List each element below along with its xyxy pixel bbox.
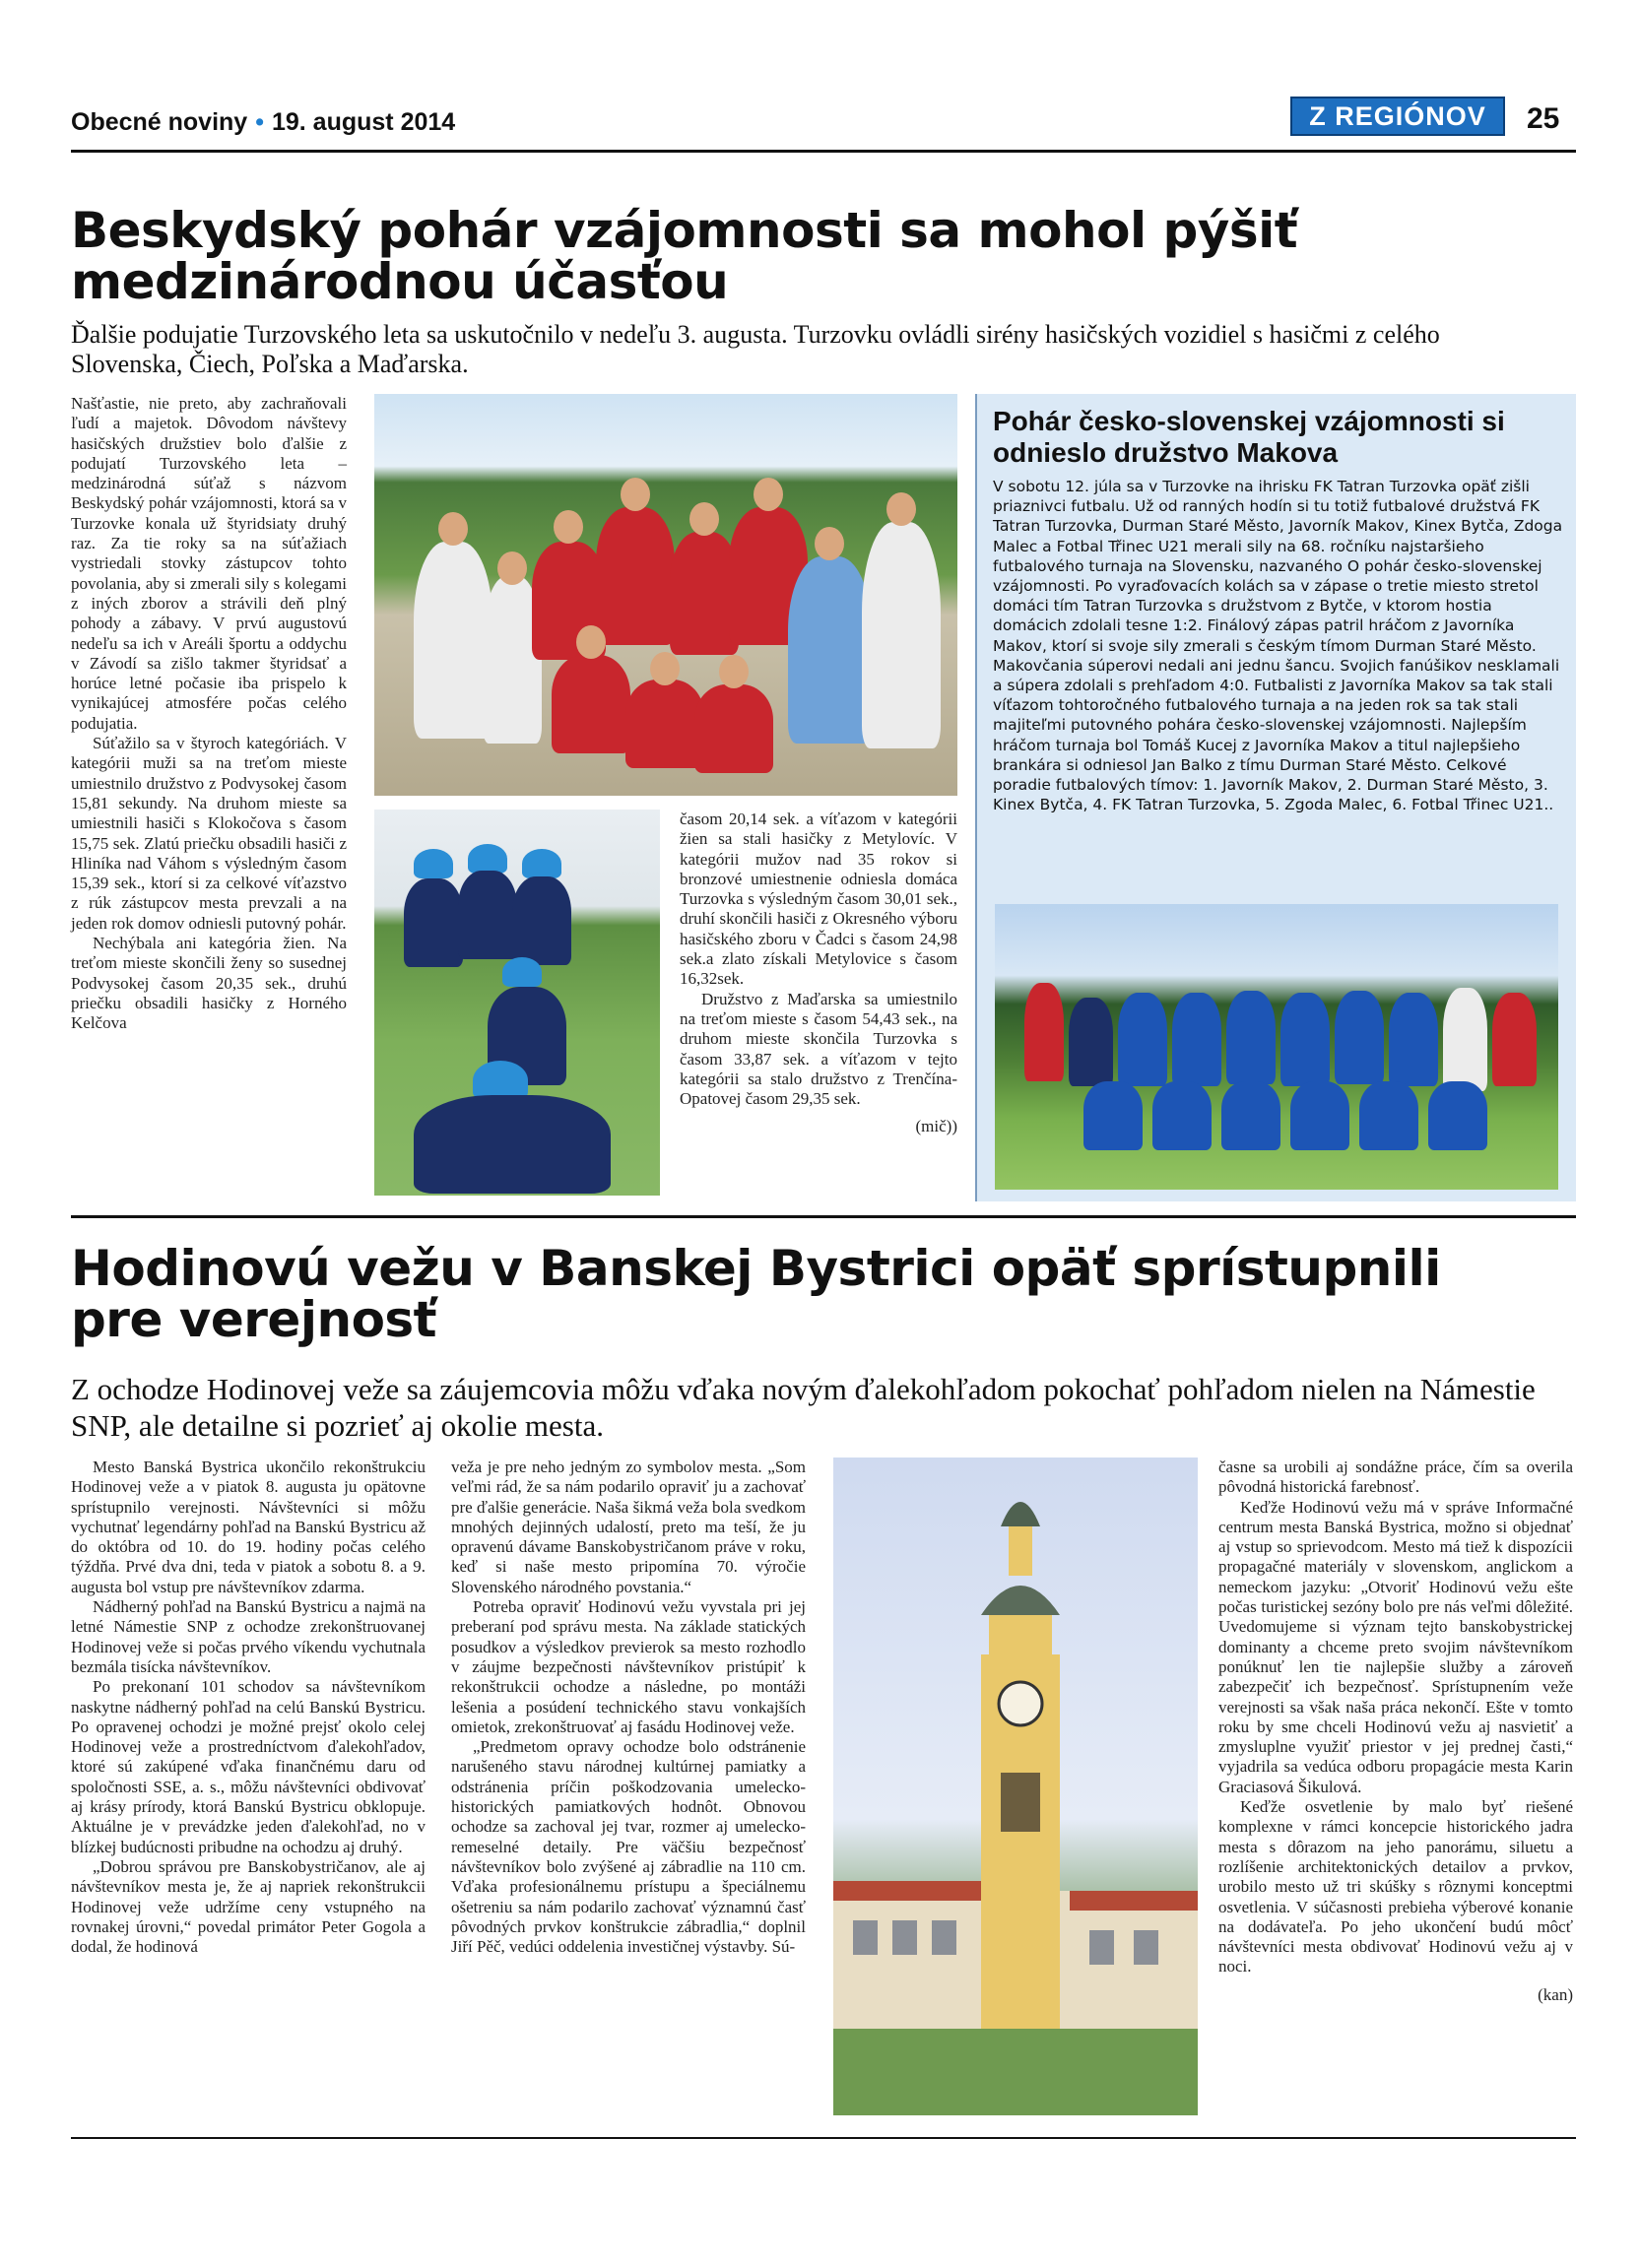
footer-rule (71, 2137, 1576, 2139)
firefighters-group-photo (374, 394, 957, 796)
article1-column-1 (71, 394, 347, 1034)
sidebar-body: V sobotu 12. júla sa v Turzovke na ihrisku FK Tatran Turzovka opäť zišli priaznivci futbalu. Už od ranných hodín si tu totiž futbalové družstvá FK Tatran Turzovka, Durman Staré Město, Javorník Makov, Kinex Bytča, Zdoga Malec a Fotbal Třinec U21 merali sily na 68. ročníku najstaršieho futbalového turnaja na Slovensku, nazvaného O pohár česko-slovenskej vzájomnosti. Po vyraďovacích kolách sa v zápase o tretie miesto stretol domáci tím Tatran Turzovka s družstvom z Bytče, v ktorom hostia domácich zdolali tesne 1:2. Finálový zápas patril hráčom z Javorníka Makov, ktorí si svoje sily zmerali s českým tímom Durman Staré Město. Makovčania súperovi nedali ani jednu šancu. Svojich fanúšikov nesklamali a súpera zdolali s prehľadom 4:0. Futbalisti z Javorníka Makov sa tak stali víťazom tohtoročného futbalového turnaja a na jeden rok sa tak stali majiteľmi putovného pohára česko-slovenskej vzájomnosti. Najlepším hráčom turnaja bol Tomáš Kucej z Javorníka Makov a titul najlepšieho brankára si odniesol Jan Balko z tímu Durman Staré Město. Celkové poradie futbalových tímov: 1. Javorník Makov, 2. Durman Staré Město, 3. Kinex Bytča, 4. FK Tatran Turzovka, 5. Zgoda Malec, 6. Fotbal Třinec U21.. (993, 478, 1563, 814)
article2-headline: Hodinovú vežu v Banskej Bystrici opäť sprístupnili pre verejnosť (71, 1240, 1441, 1348)
masthead (71, 108, 455, 137)
paragraph: Nádherný pohľad na Banskú Bystricu a najmä na letné Námestie SNP z ochodze zrekonštruovanej Hodinovej veže si počas prvého víkendu vychutnala bezmála tisícka návštevníkov. (71, 1597, 426, 1676)
article2-column-1 (71, 1458, 426, 1957)
article2-column-2 (451, 1458, 806, 1957)
paragraph: Nechýbala ani kategória žien. Na treťom mieste skončili ženy so susednej Podvysokej časom 20,35 sek., druhú priečku obsadili hasičky z Horného Kelčova (71, 934, 347, 1033)
article1-lead: Ďalšie podujatie Turzovského leta sa uskutočnilo v nedeľu 3. augusta. Turzovku ovládli sirény hasičských vozidiel s hasičmi z celého Slovenska, Čiech, Poľska a Maďarska. (71, 320, 1440, 378)
paragraph: Našťastie, nie preto, aby zachraňovali ľudí a majetok. Dôvodom návštevy hasičských družstiev bolo ďalšie z podujatí Turzovského leta – medzinárodná súťaž s názvom Beskydský pohár vzájomnosti, ktorá sa v Turzovke konala už štyridsiaty druhý raz. Za tie roky sa na súťažiach vystriedali stovky zástupcov tohto povolania, aby si zmerali sily s kolegami z iných zborov a strávili deň plný pohody a zábavy. V prvú augustovú nedeľu sa ich v Areáli športu a oddychu v Závodí sa zišlo takmer štyridsať a horúce letné počasie iba prispelo k vynikajúcej atmosfére počas celého podujatia. (71, 394, 347, 733)
author-signature: (mič)) (915, 1117, 957, 1136)
paragraph: „Predmetom opravy ochodze bolo odstránenie narušeného stavu národnej kultúrnej pamiatky a odstránenia príčin poškodzovania umelecko-historických pamiatkových hodnôt. Obnovou ochodze sa zachoval jej tvar, rozmer aj umelecko-remeselné detaily. Pre väčšiu bezpečnosť návštevníkov bolo zvýšené aj zábradlie na 110 cm. Vďaka profesionálnemu prístupu a špeciálnemu ošetreniu sa nám podarilo zachovať významnú časť pôvodných prvkov konštrukcie zábradlia,“ doplnil Jiří Pěč, vedúci oddelenia investičnej výstavby. Sú- (451, 1737, 806, 1957)
paragraph: Súťažilo sa v štyroch kategóriách. V kategórii muži sa na treťom mieste umiestnilo družstvo z Podvysokej časom 15,81 sekundy. Na druhom mieste sa umiestnili hasiči s Klokočova s časom 15,75 sek. Zlatú priečku obsadili hasiči z Hliníka nad Váhom s výsledným časom 15,39 sek., ktorí si za celkové víťazstvo z rúk zástupcov mesta prevzali a na jeden rok domov odniesli putovný pohár. (71, 734, 347, 933)
paragraph: veža je pre neho jedným zo symbolov mesta. „Som veľmi rád, že sa nám podarilo opraviť ju a zachovať pre ďalšie generácie. Naša šikmá veža bola svedkom mnohých dejinných udalostí, preto ma teší, že ju opravenú dávame Banskobystričanom práve v roku, keď si naše mesto pripomína 70. výročie Slovenského národného povstania.“ (451, 1458, 806, 1596)
issue-date: 19. august 2014 (271, 108, 456, 136)
author-signature: (kan) (1538, 1984, 1573, 2004)
football-team-photo (995, 904, 1558, 1190)
paragraph: „Dobrou správou pre Banskobystričanov, ale aj návštevníkov mesta je, že aj napriek rekonštrukcii Hodinovej veže udržíme ceny vstupného na rovnakej úrovni,“ povedal primátor Peter Gogola a dodal, že hodinová (71, 1856, 426, 1957)
separator-dot: • (255, 108, 264, 136)
article2-column-3 (1218, 1458, 1573, 2005)
sidebar-headline: Pohár česko-slovenskej vzájomnosti si odnieslo družstvo Makova (993, 406, 1505, 468)
clock-tower-illustration (833, 1458, 1198, 2115)
publication-name: Obecné noviny (71, 108, 248, 136)
article1-headline: Beskydský pohár vzájomnosti sa mohol pýšiť medzinárodnou účasťou (71, 202, 1298, 310)
paragraph: Keďže Hodinovú vežu má v správe Informačné centrum mesta Banská Bystrica, možno si objednať aj vstup so sprievodcom. Mesto má tiež k dispozícii propagačné materiály v slovenskom, anglickom a nemeckom jazyku: „Otvoriť Hodinovú vežu ešte počas turistickej sezóny bolo pre nás veľmi dôležité. Uvedomujeme si význam tejto banskobystrickej dominanty a chceme preto svojim návštevníkom ponúknuť len tie najlepšie služby a zároveň zabezpečiť ich bezpečnosť. Sprístupnením veže verejnosti sa však naša práca nekončí. Ešte v tomto roku by sme chceli Hodinovú vežu aj nasvietiť a zmysluplne využiť priestor v jej prednej časti,“ vyjadrila sa vedúca odboru propagácie mesta Karin Graciasová Šikulová. (1218, 1497, 1573, 1796)
paragraph: časom 20,14 sek. a víťazom v kategórii žien sa stali hasičky z Metylovíc. V kategórii mužov nad 35 rokov si bronzové umiestnenie odniesla domáca Turzovka s výsledným časom 30,01 sek., druhí skončili hasiči z Okresného výboru hasičského zboru v Čadci s časom 24,98 sek.a zlato získali Metylovice s časom 16,32sek. (680, 810, 957, 989)
article2-lead: Z ochodze Hodinovej veže sa záujemcovia môžu vďaka novým ďalekohľadom pokochať pohľadom nielen na Námestie SNP, ale detailne si pozrieť aj okolie mesta. (71, 1372, 1536, 1443)
article-divider (71, 1215, 1576, 1218)
paragraph: Družstvo z Maďarska sa umiestnilo na treťom mieste s časom 54,43 sek., na druhom mieste skončila Turzovka s časom 33,87 sek. a víťazom v tejto kategórii sa stalo družstvo z Trenčína-Opatovej časom 29,35 sek. (680, 989, 957, 1109)
section-label: Z REGIÓNOV (1290, 97, 1505, 136)
firefighters-competition-photo (374, 810, 660, 1196)
page-number: 25 (1527, 102, 1560, 135)
clock-tower-photo (833, 1458, 1198, 2115)
article1-column-3 (680, 810, 957, 1137)
paragraph: Mesto Banská Bystrica ukončilo rekonštrukciu Hodinovej veže a v piatok 8. augusta ju opätovne sprístupnilo verejnosti. Návštevníci si môžu vychutnať legendárny pohľad na Banskú Bystricu až do októbra od 10. do 19. hodiny počas celého týždňa. Prvé dva dni, teda v piatok a sobotu 8. a 9. augusta bol vstup pre návštevníkov zdarma. (71, 1458, 426, 1596)
paragraph: Keďže osvetlenie by malo byť riešené komplexne v rámci koncepcie historického jadra mesta s dôrazom na jeho panorámu, siluetu a rozlíšenie architektonických detailov a prvkov, urobilo mesto už tri skúšky s rôznymi konceptmi osvetlenia. V súčasnosti prebieha výberové konanie na dodávateľa. Po jeho ukončení budú môcť návštevníci mesta obdivovať Hodinovú vežu aj v noci. (1218, 1797, 1573, 1976)
paragraph: Po prekonaní 101 schodov sa návštevníkom naskytne nádherný pohľad na celú Banskú Bystricu. Po opravenej ochodzi je možné prejsť okolo celej Hodinovej veže a prostredníctvom ďalekohľadov, ktoré sú zakúpené vďaka finančnému daru od spoločnosti SSE, a. s., môžu návštevníci obdivovať aj krásy prírody, ktorá Banskú Bystricu obklopuje. Aktuálne je v prevádzke jeden ďalekohľad, no v blízkej budúcnosti pribudne na ochodzu aj druhý. (71, 1677, 426, 1856)
paragraph: Potreba opraviť Hodinovú vežu vyvstala pri jej preberaní pod správu mesta. Na základe statických posudkov a výsledkov previerok sa mesto rozhodlo v záujme bezpečnosti návštevníkov pristúpiť k rekonštrukcii ochodze a následne, po montáži lešenia a posúdení technického stavu vonkajších omietok, zrekonštruovať aj fasádu Hodinovej veže. (451, 1597, 806, 1736)
header-rule (71, 150, 1576, 153)
paragraph: časne sa urobili aj sondážne práce, čím sa overila pôvodná historická farebnosť. (1218, 1458, 1573, 1497)
